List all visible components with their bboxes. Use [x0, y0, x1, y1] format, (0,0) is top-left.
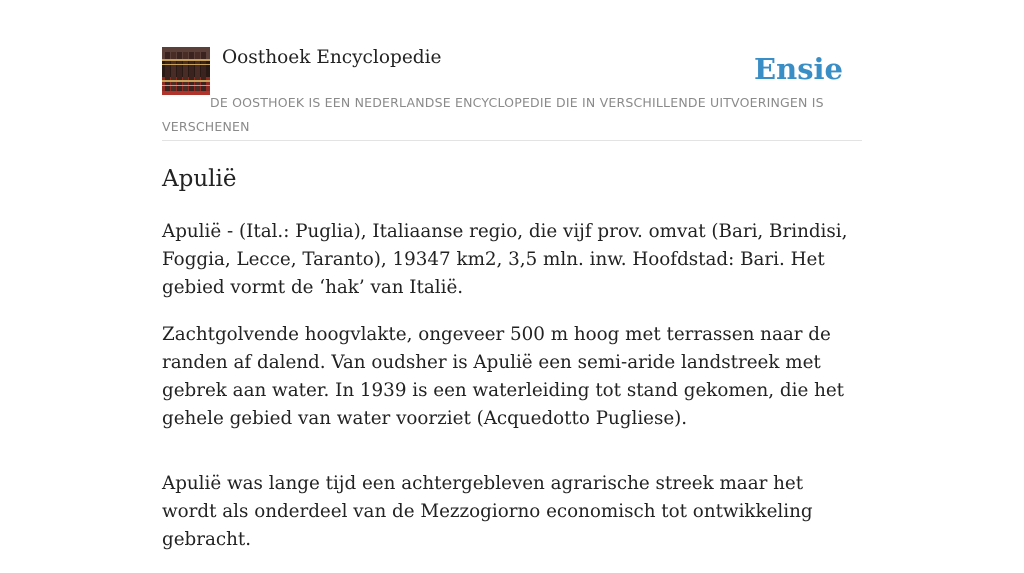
site-tagline: DE OOSTHOEK IS EEN NEDERLANDSE ENCYCLOPEDIE DIE IN VERSCHILLENDE UITVOERINGEN IS VERSCHENEN [162, 95, 824, 134]
encyclopedia-books-icon [162, 47, 210, 95]
article-paragraph: Apulië - (Ital.: Puglia), Italiaanse regio, die vijf prov. omvat (Bari, Brindisi, Foggia, Lecce, Taranto), 19347 km2, 3,5 mln. inw. Hoofdstad: Bari. Het gebied vormt de ‘hak’ van Italië. [162, 221, 848, 298]
article-paragraph: Zachtgolvende hoogvlakte, ongeveer 500 m hoog met terrassen naar de randen af dalend. Van oudsher is Apulië een semi-aride landstreek met gebrek aan water. In 1939 is een waterleiding tot stand gekomen, die het gehele gebied van water voorziet (Acquedotto Pugliese). [162, 324, 845, 429]
article-title: Apulië [162, 166, 237, 192]
article-paragraph: Apulië was lange tijd een achtergebleven agrarische streek maar het wordt als onderdeel van de Mezzogiorno economisch tot ontwikkeling gebracht. [162, 473, 813, 550]
article [162, 162, 862, 573]
avatar[interactable] [162, 47, 210, 95]
site-title[interactable]: Oosthoek Encyclopedie [222, 47, 442, 68]
brand-logo[interactable]: Ensie [754, 52, 843, 86]
site-header [162, 46, 862, 141]
